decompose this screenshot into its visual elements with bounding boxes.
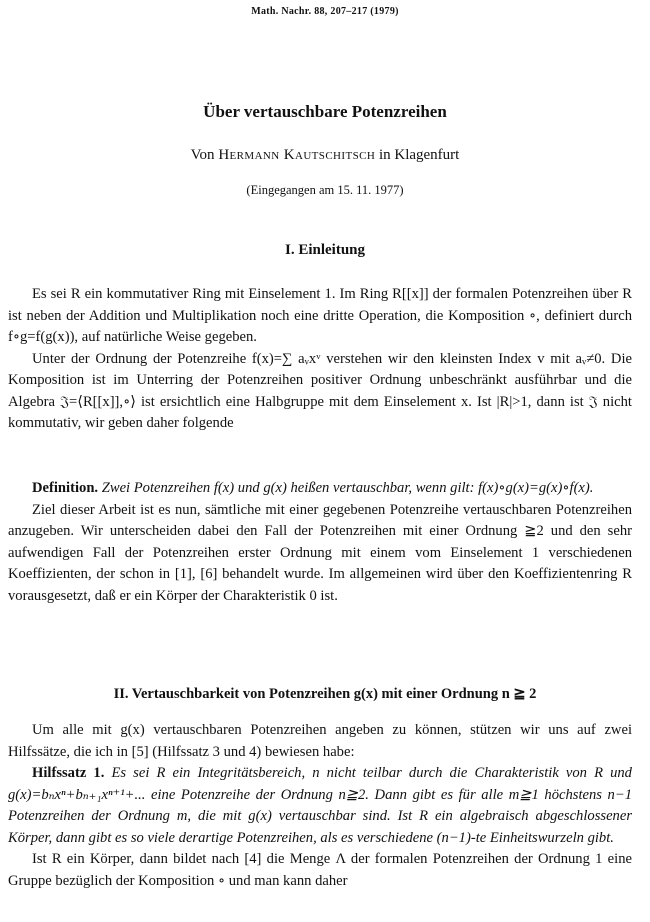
lemma (8, 763, 632, 849)
definition-block (8, 478, 632, 607)
definition-head: Definition. (32, 480, 99, 496)
paragraph: Es sei R ein kommutativer Ring mit Einselement 1. Im Ring R[[x]] der formalen Potenzreihen über R ist neben der Addition und Multiplikation noch eine dritte Operation, die Komposition ∘, definiert durch f∘g=f(g(x)), auf natürliche Weise gegeben. (8, 286, 632, 345)
definition-body: Zwei Potenzreihen f(x) und g(x) heißen vertauschbar, wenn gilt: f(x)∘g(x)=g(x)∘f(x). (101, 480, 594, 496)
section-heading-commutability: II. Vertauschbarkeit von Potenzreihen g(x) mit einer Ordnung n ≧ 2 (113, 686, 537, 702)
paper-title: Über vertauschbare Potenzreihen (203, 102, 447, 121)
section-two-block (8, 720, 632, 892)
introduction-block (8, 284, 632, 435)
paragraph: Ziel dieser Arbeit ist es nun, sämtliche mit einer gegebenen Potenzreihe vertauschbaren Potenzreihen anzugeben. Wir unterscheiden dabei den Fall der Potenzreihen mit einer Ordnung ≧2 und den sehr aufwendigen Fall der Potenzreihen erster Ordnung mit einem vom Einselement 1 verschiedenen Koeffizienten, der schon in [1], [6] behandelt wurde. Im allgemeinen wird über den Koeffizientenring R vorausgesetzt, daß er ein Körper der Charakteristik 0 ist. (8, 501, 632, 604)
byline (0, 147, 650, 164)
section-heading-introduction: I. Einleitung (284, 242, 366, 258)
byline-prefix: Von (190, 147, 215, 163)
paragraph: Unter der Ordnung der Potenzreihe f(x)=∑ aᵥxᵛ verstehen wir den kleinsten Index v mit aᵥ≠0. Die Komposition ist im Unterring der Potenzreihen positiver Ordnung unbeschränkt ausführbar und die Algebra 𝔍=⟨R[[x]],∘⟩ ist ersichtlich eine Halbgruppe mit dem Einselement x. Ist |R|>1, dann ist 𝔍 nicht kommutativ, wir geben daher folgende (8, 350, 632, 431)
definition (8, 478, 632, 500)
lemma-body: Es sei R ein Integritätsbereich, n nicht teilbar durch die Charakteristik von R und g(x)=bₙxⁿ+bₙ₊₁xⁿ⁺¹+... eine Potenzreihe der Ordnung n≧2. Dann gibt es für alle m≧1 höchstens n−1 Potenzreihen der Ordnung m, die mit g(x) vertauschbar sind. Ist R ein algebraisch abgeschlossener Körper, dann gibt es so viele derartige Potenzreihen, als es verschiedene (n−1)-te Einheitswurzeln gibt. (8, 765, 632, 846)
paragraph: Um alle mit g(x) vertauschbaren Potenzreihen angeben zu können, stützen wir uns auf zwei Hilfssätze, die ich in [5] (Hilfssatz 3 und 4) bewiesen habe: (8, 722, 632, 760)
author-name: Hermann Kautschitsch (218, 147, 376, 163)
lemma-head: Hilfssatz 1. (32, 765, 105, 781)
journal-header: Math. Nachr. 88, 207–217 (1979) (251, 6, 399, 17)
paragraph: Ist R ein Körper, dann bildet nach [4] die Menge Λ der formalen Potenzreihen der Ordnung 1 eine Gruppe bezüglich der Komposition ∘ und man kann daher (8, 851, 632, 889)
received-date: (Eingegangen am 15. 11. 1977) (246, 183, 404, 197)
byline-suffix: in Klagenfurt (378, 147, 460, 163)
